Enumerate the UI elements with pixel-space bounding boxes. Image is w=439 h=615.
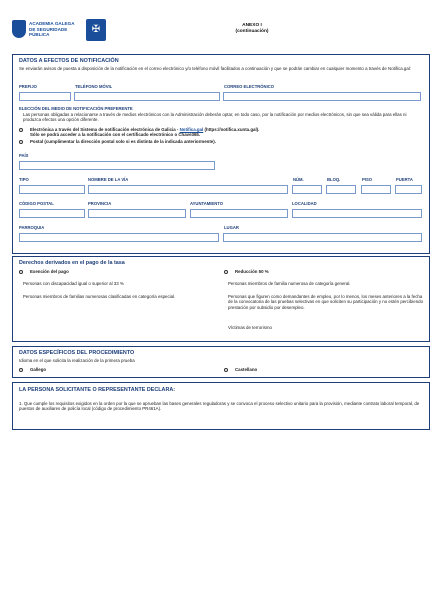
province-field[interactable] [88,209,186,218]
locality-field[interactable] [292,209,422,218]
exempt-label: Exención del pago [30,269,69,274]
postal-option-label: Postal (cumplimentar la dirección postal solo si es distinta de la indicada anteriormente). [30,139,216,144]
reduction-item-1: Personas miembros de familia numerosa de categoría general. [228,281,351,286]
country-field[interactable] [19,161,215,170]
email-field[interactable] [223,92,421,101]
notification-title: DATOS A EFECTOS DE NOTIFICACIÓN [19,58,119,64]
door-label: PUERTA [396,177,413,182]
type-field[interactable] [19,185,85,194]
reduction-radio[interactable] [224,270,228,274]
council-field[interactable] [190,209,288,218]
notifica-link[interactable]: Notifica.gal [179,127,204,132]
language-text: Idioma en el que solicita la realización de la primera prueba [19,358,135,363]
province-label: PROVINCIA [88,201,112,206]
xunta-emblem-icon: ✠ [86,19,106,41]
fee-title: Derechos derivados en el pago de la tasa [19,260,125,266]
email-label: CORREO ELECTRÓNICO [224,84,275,89]
logo-line2: DE SEGURIDADE PÚBLICA [29,26,68,38]
declaration-item-1: 1. Que cumple los requisitos exigidos en la orden por la que se aprueban las bases generales reguladoras y se convoca el proceso selectivo unitario para la provisión, mediante contrato laboral temporal, de puestos de auxiliares de policía local (código de procedimiento PR461A). [19,401,420,412]
phone-field[interactable] [74,92,220,101]
galician-radio[interactable] [19,368,23,372]
floor-field[interactable] [361,185,391,194]
block-field[interactable] [326,185,356,194]
floor-label: PISO [362,177,373,182]
exempt-radio[interactable] [19,270,23,274]
electronic-radio[interactable] [19,128,23,132]
num-field[interactable] [292,185,322,194]
num-label: NÚM. [293,177,304,182]
zip-field[interactable] [19,209,85,218]
procedure-section [12,346,430,378]
postal-radio[interactable] [19,140,23,144]
reduction-label: Reducción 50 % [235,269,269,274]
exempt-item-1: Personas con discapacidad igual o superior al 33 % [23,281,124,286]
spanish-label: Castellano [235,367,258,372]
choice-text: Las personas obligadas a relacionarse a través de medios electrónicos con la Administración deberán optar, en todo caso, por la notificación por medios electrónicos, sin que sea válida para ellas ni produzca efectos una opción diferente. [23,112,407,123]
declaration-section [12,382,430,430]
locality-label: LOCALIDAD [292,201,317,206]
academy-logo [12,18,112,42]
page-header [12,18,432,48]
place-field[interactable] [223,233,422,242]
country-label: PAÍS [19,153,29,158]
reduction-item-3: Víctimas de terrorismo [228,325,272,330]
place-label: LUGAR [224,225,239,230]
door-field[interactable] [395,185,422,194]
council-label: AYUNTAMIENTO [190,201,223,206]
galician-label: Gallego [30,367,47,372]
exempt-item-2: Personas miembros de familias numerosas clasificadas en categoría especial. [23,294,176,299]
street-label: NOMBRE DE LA VÍA [88,177,129,182]
shield-icon [12,20,26,38]
block-label: BLOQ. [327,177,341,182]
parish-field[interactable] [19,233,219,242]
annex-subtitle: (continuación) [235,29,269,34]
street-field[interactable] [88,185,288,194]
procedure-title: DATOS ESPECÍFICOS DEL PROCEDIMIENTO [19,350,135,356]
notification-section [12,54,430,254]
zip-label: CÓDIGO POSTAL [19,201,54,206]
logo-line1: ACADEMIA GALEGA [29,21,75,26]
electronic-option-label: Electrónica a través del Sistema de notificación electrónica de Galicia - Notifica.gal (https://notifica.xunta.gal). [30,127,260,132]
reduction-item-2: Personas que figuren como demandantes de empleo, por lo menos, los meses anteriores a la fecha de la convocatoria de las pruebas selectivas en que soliciten su participación y no estén percibiendo prestación por subsidio por desempleo. [228,294,424,310]
prefix-field[interactable] [19,92,71,101]
fee-section [12,256,430,342]
annex-heading [222,23,282,35]
prefix-label: PREFIJO [19,84,37,89]
annex-title: ANEXO I [242,23,262,28]
parish-label: PARROQUIA [19,225,45,230]
type-label: TIPO [19,177,29,182]
notification-intro: Se enviarán avisos de puesta a disposición de la notificación en el correo electrónico y/o teléfono móvil facilitados a continuación y que se podrán cambiar en cualquier momento a través de Notifica.gal: [19,66,411,71]
choice-title: ELECCIÓN DEL MEDIO DE NOTIFICACIÓN PREFERENTE [19,106,133,111]
spanish-radio[interactable] [224,368,228,372]
declaration-title: LA PERSONA SOLICITANTE O REPRESENTANTE DECLARA: [19,387,176,393]
phone-label: TELÉFONO MÓVIL [75,84,113,89]
electronic-option-note: Sólo se podrá acceder a la notificación con el certificado electrónico o Chave365. [30,132,201,137]
